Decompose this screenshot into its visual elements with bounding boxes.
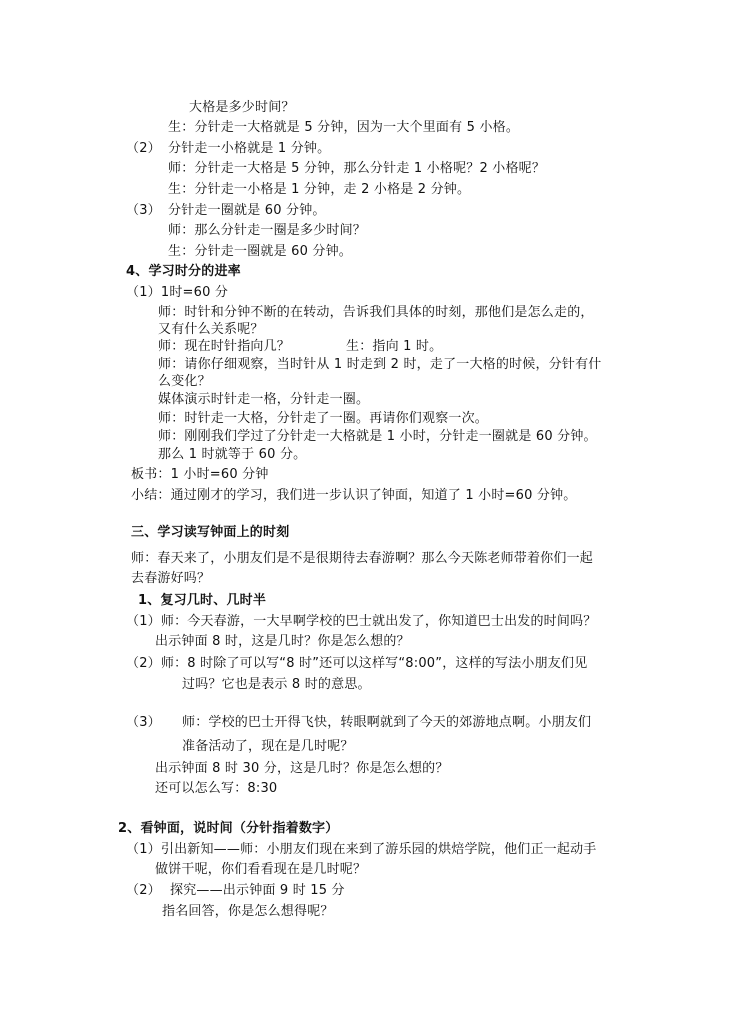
text-line: 师：请你仔细观察，当时针从 1 时走到 2 时，走了一大格的时候，分针有什 (158, 357, 602, 372)
list-marker: （3） (126, 715, 161, 730)
text-line: 分针走一小格就是 1 分钟。 (168, 141, 331, 156)
text-line: 过吗？它也是表示 8 时的意思。 (182, 677, 371, 692)
list-marker: （3） (126, 203, 161, 218)
text-line: 出示钟面 8 时 30 分，这是几时？你是怎么想的？ (155, 761, 449, 776)
text-line: （2）师：8 时除了可以写“8 时”还可以这样写“8:00”，这样的写法小朋友们见 (126, 656, 588, 671)
text-line: 师：春天来了，小朋友们是不是很期待去春游啊？那么今天陈老师带着你们一起 (131, 551, 594, 566)
text-line: （1）1时=60 分 (126, 285, 229, 300)
text-line: 指名回答，你是怎么想得呢？ (162, 904, 334, 919)
text-line: 师：那么分针走一圈是多少时间？ (168, 223, 367, 238)
text-line: （1）引出新知——师：小朋友们现在来到了游乐园的烘焙学院，他们正一起动手 (126, 842, 597, 857)
text-line: 师：现在时针指向几？ (158, 339, 291, 354)
text-line: 师：学校的巴士开得飞快，转眼啊就到了今天的郊游地点啊。小朋友们 (182, 715, 592, 730)
section-heading: 2、看钟面，说时间（分针指着数字） (118, 821, 339, 836)
text-line: 板书：1 小时=60 分钟 (131, 467, 269, 482)
text-line: 出示钟面 8 时，这是几时？你是怎么想的？ (155, 634, 410, 649)
section-heading: 三、学习读写钟面上的时刻 (131, 525, 290, 540)
text-line: 大格是多少时间？ (189, 100, 295, 115)
text-line: 还可以怎么写：8:30 (155, 781, 278, 796)
text-line: 生：分针走一大格就是 5 分钟，因为一大个里面有 5 小格。 (168, 120, 520, 135)
text-line: 小结：通过刚才的学习，我们进一步认识了钟面，知道了 1 小时=60 分钟。 (131, 488, 577, 503)
text-line: 做饼干呢，你们看看现在是几时呢？ (155, 862, 367, 877)
text-line: 么变化？ (158, 374, 211, 389)
section-heading: 4、学习时分的进率 (126, 264, 241, 279)
text-line: 师：时针走一大格，分针走了一圈。再请你们观察一次。 (158, 411, 489, 426)
text-line: （1）师：今天春游，一大早啊学校的巴士就出发了，你知道巴士出发的时间吗？ (126, 614, 597, 629)
text-line: 去春游好吗？ (131, 571, 211, 586)
text-line: 探究——出示钟面 9 时 15 分 (170, 883, 345, 898)
list-marker: （2） (126, 883, 161, 898)
section-heading: 1、复习几时、几时半 (138, 593, 267, 608)
text-line: 媒体演示时针走一格，分针走一圈。 (158, 392, 370, 407)
text-line: 师：刚刚我们学过了分针走一大格就是 1 小时，分针走一圈就是 60 分钟。 (158, 429, 597, 444)
text-line: 师：时针和分钟不断的在转动，告诉我们具体的时刻，那他们是怎么走的， (158, 305, 594, 320)
list-marker: （2） (126, 141, 161, 156)
text-line: 生：分针走一小格是 1 分钟，走 2 小格是 2 分钟。 (168, 182, 471, 197)
text-line: 又有什么关系呢？ (158, 322, 264, 337)
text-line: 准备活动了，现在是几时呢？ (182, 739, 354, 754)
text-line: 那么 1 时就等于 60 分。 (158, 447, 307, 462)
text-line: 师：分针走一大格是 5 分钟，那么分针走 1 小格呢？2 小格呢？ (168, 161, 546, 176)
text-line: 生：指向 1 时。 (346, 339, 443, 354)
text-line: 生：分针走一圈就是 60 分钟。 (168, 244, 353, 259)
text-line: 分针走一圈就是 60 分钟。 (168, 203, 326, 218)
